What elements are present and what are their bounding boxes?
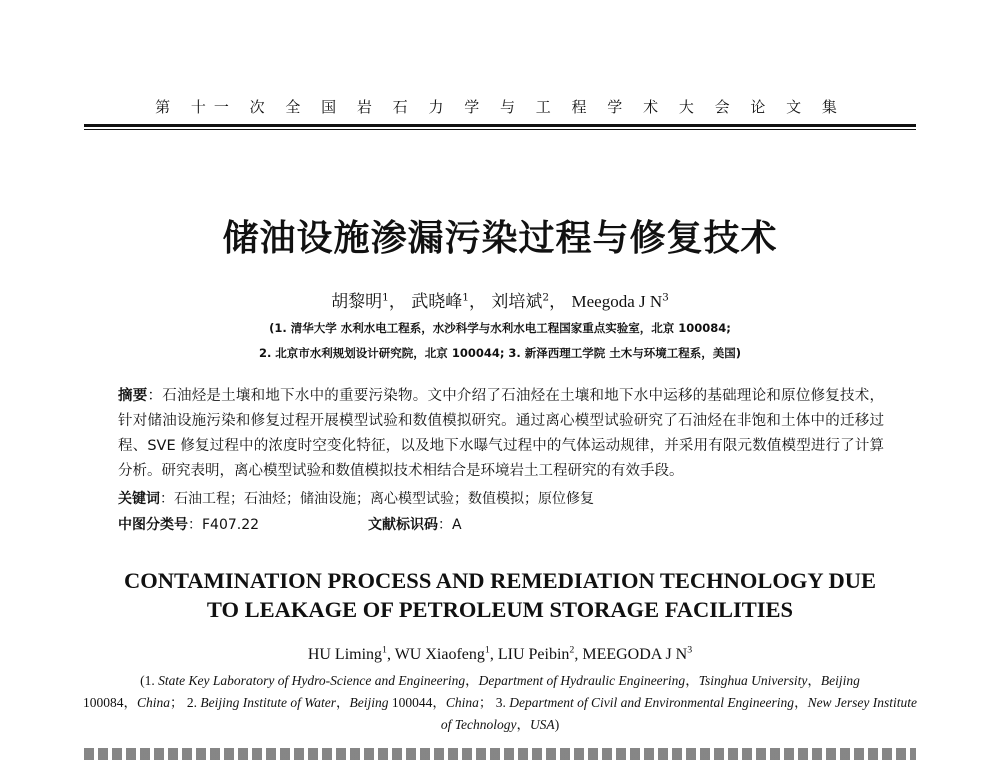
affil-text: 3. xyxy=(495,695,510,710)
classification-line xyxy=(118,514,884,534)
affil-text: 2. xyxy=(186,695,201,710)
author-sup: 3 xyxy=(662,291,669,304)
author-name: 胡黎明 xyxy=(331,292,383,312)
affil-text: Department of Civil and Environmental Engineering xyxy=(509,695,795,710)
affil-text: 100044 xyxy=(391,695,433,710)
affil-text: Beijing xyxy=(349,695,389,710)
english-affiliation xyxy=(80,670,920,736)
header-rule-thin xyxy=(84,129,916,130)
affil-text: New Jersey Institute of Technology xyxy=(440,695,918,732)
chinese-authors: 胡黎明$^1$， 武晓峰$^1$， 刘培斌$^2$， Meegoda J $N^3$ xyxy=(331,291,669,312)
affil-sep: ， xyxy=(807,673,821,688)
affil-text: China xyxy=(136,695,170,710)
chinese-affiliation-line-1: (1. 清华大学 水利水电工程系，水沙科学与水利水电工程国家重点实验室，北京 100084; xyxy=(269,321,731,335)
header-rule-thick xyxy=(84,124,916,127)
running-header: 第 十一 次 全 国 岩 石 力 学 与 工 程 学 术 大 会 论 文 集 xyxy=(155,98,845,116)
author-sup: 3 xyxy=(687,644,693,656)
affil-sep: ； xyxy=(478,695,493,710)
keywords-text: ：石油工程；石油烃；储油设施；离心模型试验；数值模拟；原位修复 xyxy=(160,491,594,507)
affil-text: USA xyxy=(529,717,555,732)
affil-text: 100084 xyxy=(82,695,124,710)
affil-sep: ， xyxy=(432,695,446,710)
author-name: Meegoda J N xyxy=(571,292,663,311)
affil-text: State Key Laboratory of Hydro-Science and Engineering xyxy=(158,673,466,688)
affil-text: China xyxy=(445,695,479,710)
author-sup: 1 xyxy=(462,291,469,304)
abstract-text: ：石油烃是土壤和地下水中的重要污染物。文中介绍了石油烃在土壤和地下水中运移的基础理论和原位修复技术，针对储油设施污染和修复过程开展模型试验和数值模拟研究。通过离心模型试验研究了石油烃在非饱和土体中的迁移过程、SVE 修复过程中的浓度时空变化特征，以及地下水曝气过程中的气体运动规律，并采用有限元数值模型进行了计算分析。研究表明，离心模型试验和数值模拟技术相结合是环境岩土工程研究的有效手段。 xyxy=(118,388,885,479)
author-sup: 2 xyxy=(542,291,550,304)
author-sup: 1 xyxy=(484,644,490,656)
chinese-abstract xyxy=(118,384,884,484)
affil-text: Beijing Institute of Water xyxy=(200,695,336,710)
doc-code-label: 文献标识码 xyxy=(368,517,438,533)
abstract-label: 摘要 xyxy=(118,388,148,404)
author-name: 武晓峰 xyxy=(411,292,463,312)
author-sup: 1 xyxy=(382,644,387,656)
keywords xyxy=(118,488,884,508)
english-authors: HU Liming$^1$, WU Xiaofeng$^1$, LIU Peibin$^2$, MEEGODA J $N^3$ xyxy=(307,644,693,663)
affil-sep: ， xyxy=(794,695,808,710)
english-title xyxy=(60,566,940,624)
english-title-line-2: TO LEAKAGE OF PETROLEUM STORAGE FACILITIES xyxy=(206,597,794,622)
affil-text: Department of Hydraulic Engineering xyxy=(478,673,686,688)
truncated-next-line xyxy=(84,748,916,760)
author-name: HU Liming xyxy=(307,646,383,663)
english-title-line-1: CONTAMINATION PROCESS AND REMEDIATION TECHNOLOGY DUE xyxy=(124,568,876,593)
document-code xyxy=(368,514,462,534)
affil-sep: ， xyxy=(685,673,699,688)
affil-text: Tsinghua University xyxy=(698,673,808,688)
clc-label: 中图分类号 xyxy=(118,517,188,533)
affil-text: (1. xyxy=(140,673,159,688)
affil-sep: ； xyxy=(169,695,184,710)
chinese-affiliation-line-2: 2. 北京市水利规划设计研究院，北京 100044; 3. 新泽西理工学院 土木与环境工程系，美国) xyxy=(258,346,742,360)
affil-sep: ， xyxy=(123,695,137,710)
affil-text: ) xyxy=(554,717,560,732)
affil-sep: ， xyxy=(335,695,350,710)
affil-sep: ， xyxy=(465,673,479,688)
doc-code-value: ：A xyxy=(438,517,462,533)
affil-text: Beijing xyxy=(820,673,860,688)
clc-value: ：F407.22 xyxy=(188,517,260,533)
chinese-title: 储油设施渗漏污染过程与修复技术 xyxy=(222,218,778,259)
author-name: MEEGODA J N xyxy=(582,646,688,663)
author-name: WU Xiaofeng xyxy=(394,646,485,663)
author-sup: 2 xyxy=(569,644,575,656)
author-sup: 1 xyxy=(382,291,389,304)
author-name: 刘培斌 xyxy=(491,292,543,312)
keywords-label: 关键词 xyxy=(118,491,160,507)
author-name: LIU Peibin xyxy=(497,646,570,663)
affil-sep: ， xyxy=(516,717,530,732)
